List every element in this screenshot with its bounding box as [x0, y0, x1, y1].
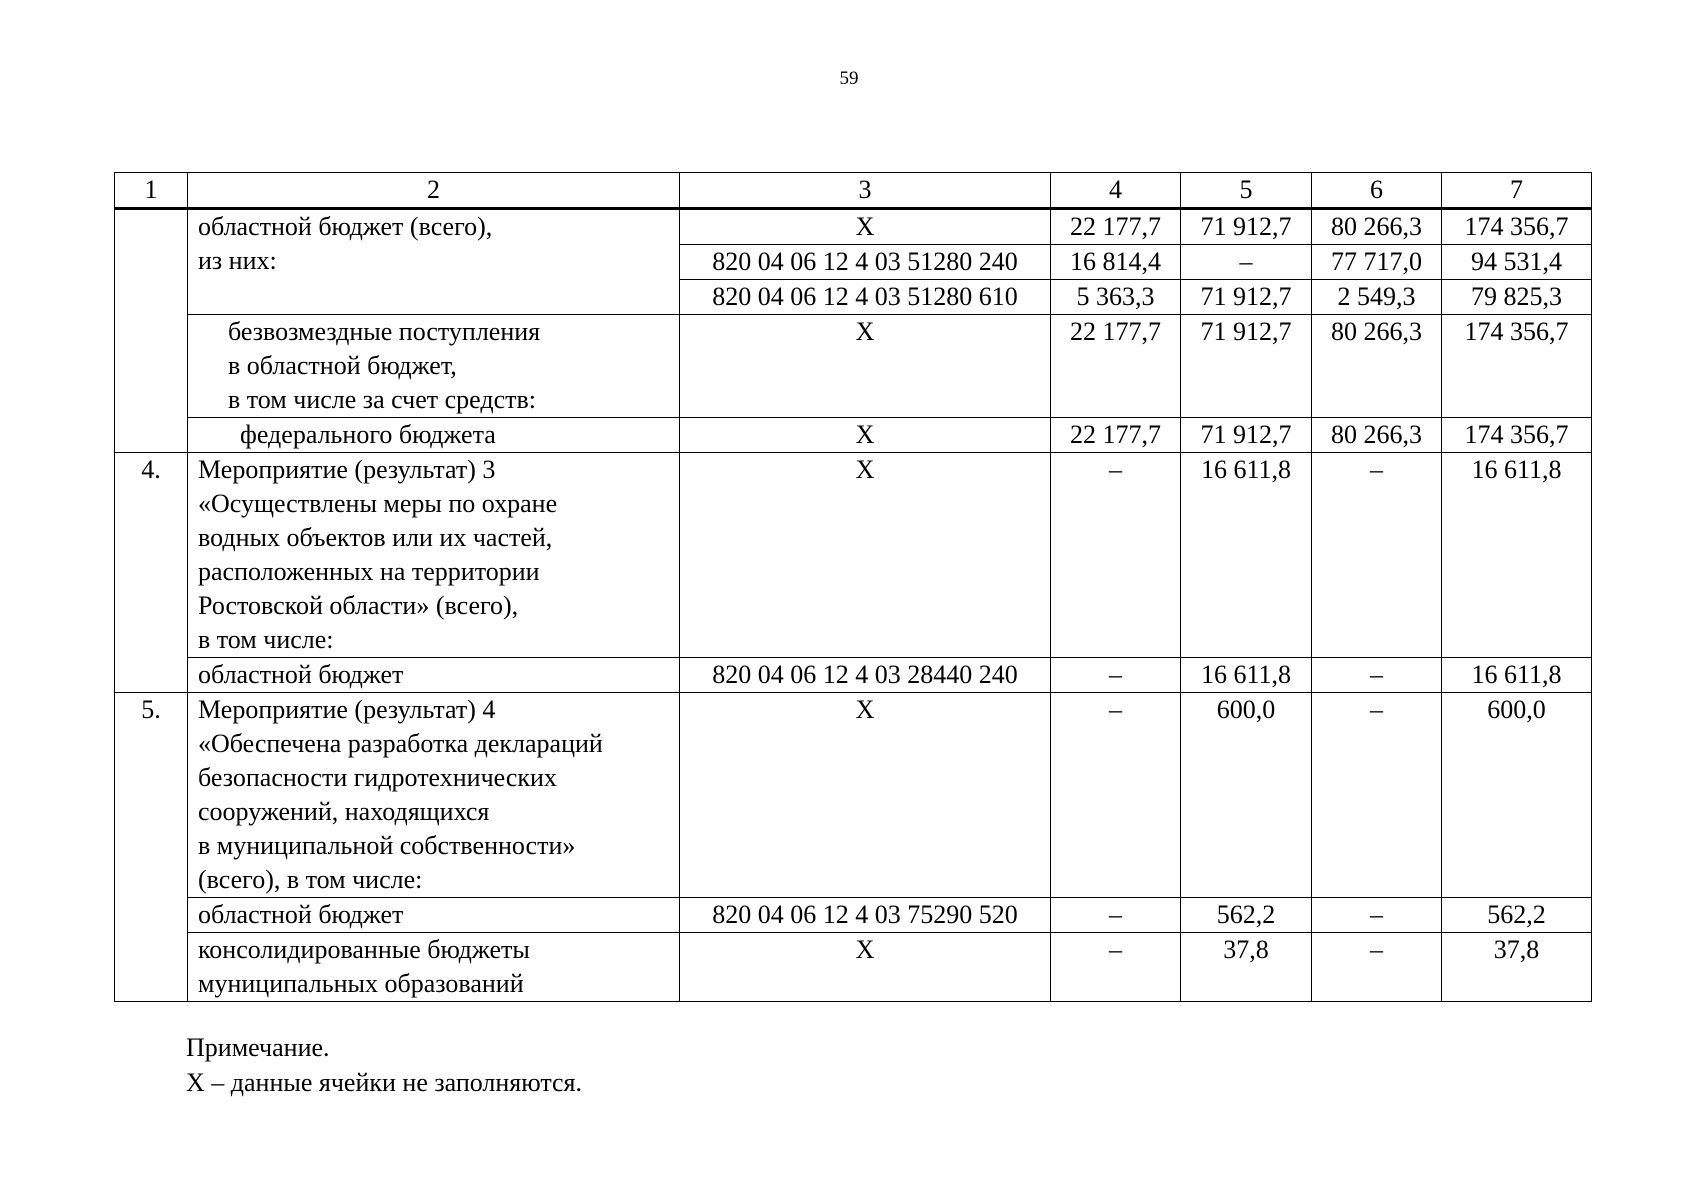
row-value-col5: 71 912,7: [1181, 315, 1312, 418]
table-row: [115, 453, 1592, 658]
row-value-col7: 174 356,7: [1442, 209, 1592, 245]
row-value-col5: –: [1181, 245, 1312, 280]
row-value-col6: 80 266,3: [1312, 209, 1442, 245]
row-name: областной бюджет: [188, 898, 680, 933]
header-col-7: 7: [1442, 173, 1592, 209]
row-value-col4: –: [1051, 898, 1181, 933]
table-header-row: [115, 173, 1592, 209]
row-value-col7: 16 611,8: [1442, 658, 1592, 693]
row-index-cell: [115, 209, 188, 453]
row-value-col7: 600,0: [1442, 693, 1592, 898]
header-col-2: 2: [188, 173, 680, 209]
row-value-col6: –: [1312, 453, 1442, 658]
budget-table-container: [114, 172, 1591, 1002]
header-col-6: 6: [1312, 173, 1442, 209]
row-value-col5: 600,0: [1181, 693, 1312, 898]
row-value-col4: –: [1051, 453, 1181, 658]
row-code: 820 04 06 12 4 03 28440 240: [680, 658, 1051, 693]
header-col-1: 1: [115, 173, 188, 209]
row-code: X: [680, 693, 1051, 898]
row-value-col5: 562,2: [1181, 898, 1312, 933]
row-code: 820 04 06 12 4 03 75290 520: [680, 898, 1051, 933]
row-value-col7: 94 531,4: [1442, 245, 1592, 280]
row-value-col6: –: [1312, 933, 1442, 1002]
row-value-col5: 16 611,8: [1181, 453, 1312, 658]
row-value-col4: 22 177,7: [1051, 315, 1181, 418]
table-row: [115, 418, 1592, 453]
row-value-col6: 77 717,0: [1312, 245, 1442, 280]
row-value-col4: –: [1051, 658, 1181, 693]
row-value-col5: 71 912,7: [1181, 209, 1312, 245]
row-code: X: [680, 418, 1051, 453]
table-row: [115, 933, 1592, 1002]
row-name: областной бюджет: [188, 658, 680, 693]
row-code: X: [680, 933, 1051, 1002]
row-name: Мероприятие (результат) 4 «Обеспечена разработка деклараций безопасности гидротехнических сооружений, находящихся в муниципальной собственности» (всего), в том числе:: [188, 693, 680, 898]
row-value-col4: –: [1051, 933, 1181, 1002]
row-name: областной бюджет (всего), из них:: [188, 209, 680, 315]
budget-table: [114, 172, 1592, 1002]
row-value-col6: 80 266,3: [1312, 315, 1442, 418]
row-value-col7: 16 611,8: [1442, 453, 1592, 658]
row-value-col4: 5 363,3: [1051, 280, 1181, 315]
header-col-5: 5: [1181, 173, 1312, 209]
row-value-col7: 174 356,7: [1442, 418, 1592, 453]
note-title: Примечание.: [186, 1033, 330, 1062]
header-col-4: 4: [1051, 173, 1181, 209]
row-value-col6: 2 549,3: [1312, 280, 1442, 315]
row-code: X: [680, 209, 1051, 245]
row-value-col5: 37,8: [1181, 933, 1312, 1002]
row-value-col4: 16 814,4: [1051, 245, 1181, 280]
row-value-col6: –: [1312, 693, 1442, 898]
row-value-col4: 22 177,7: [1051, 418, 1181, 453]
row-code: 820 04 06 12 4 03 51280 610: [680, 280, 1051, 315]
table-row: [115, 315, 1592, 418]
row-value-col7: 37,8: [1442, 933, 1592, 1002]
row-code: X: [680, 315, 1051, 418]
row-value-col5: 71 912,7: [1181, 418, 1312, 453]
row-name: Мероприятие (результат) 3 «Осуществлены меры по охране водных объектов или их частей, расположенных на территории Ростовской области» (всего), в том числе:: [188, 453, 680, 658]
page-number: 59: [839, 68, 859, 89]
note-text: Х – данные ячейки не заполняются.: [186, 1068, 583, 1097]
row-value-col4: –: [1051, 693, 1181, 898]
row-value-col7: 562,2: [1442, 898, 1592, 933]
row-name: федерального бюджета: [188, 418, 680, 453]
row-value-col4: 22 177,7: [1051, 209, 1181, 245]
table-row: [115, 658, 1592, 693]
row-code: 820 04 06 12 4 03 51280 240: [680, 245, 1051, 280]
table-row: [115, 898, 1592, 933]
row-name: безвозмездные поступления в областной бюджет, в том числе за счет средств:: [188, 315, 680, 418]
row-value-col6: –: [1312, 658, 1442, 693]
table-row: [115, 209, 1592, 245]
row-index: 5.: [115, 693, 188, 1002]
row-name: консолидированные бюджеты муниципальных образований: [188, 933, 680, 1002]
row-code: X: [680, 453, 1051, 658]
note-block: [186, 1030, 582, 1100]
row-value-col5: 71 912,7: [1181, 280, 1312, 315]
row-value-col6: –: [1312, 898, 1442, 933]
header-col-3: 3: [680, 173, 1051, 209]
row-value-col7: 79 825,3: [1442, 280, 1592, 315]
row-index: 4.: [115, 453, 188, 693]
row-value-col7: 174 356,7: [1442, 315, 1592, 418]
row-value-col5: 16 611,8: [1181, 658, 1312, 693]
table-row: [115, 693, 1592, 898]
row-value-col6: 80 266,3: [1312, 418, 1442, 453]
